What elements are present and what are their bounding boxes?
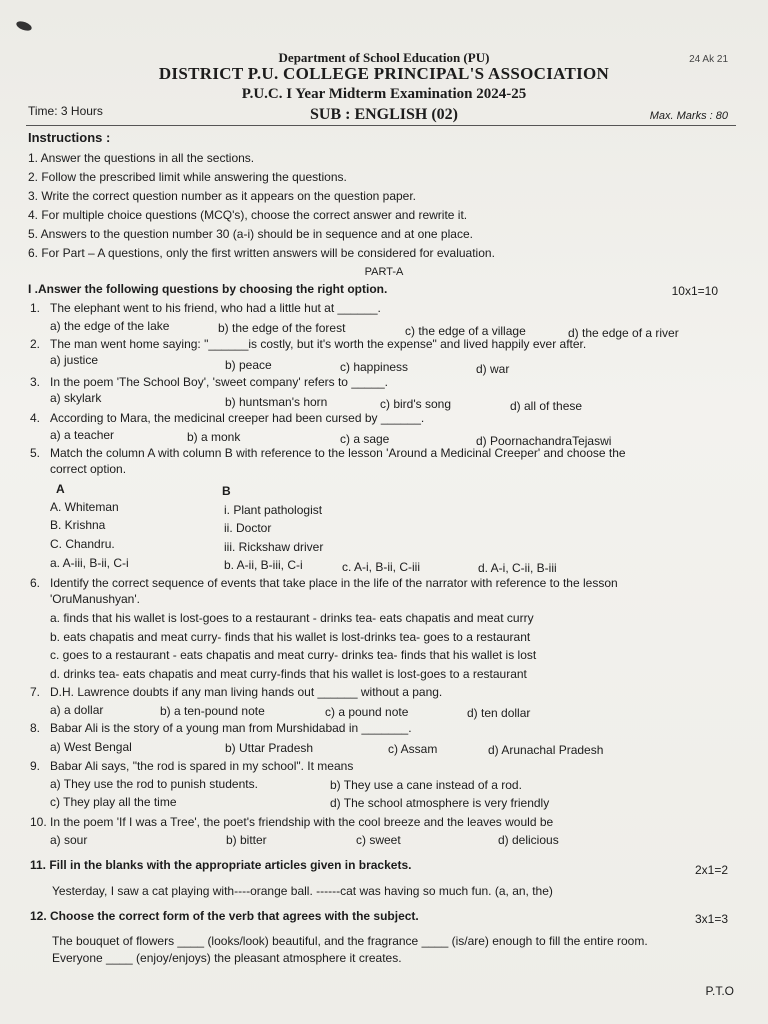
section-1-heading: I .Answer the following questions by choosing the right option.: [28, 282, 388, 296]
paper-code: 24 Ak 21: [689, 54, 728, 65]
column-a-item: A. Whiteman: [50, 500, 119, 514]
option: d) war: [476, 362, 510, 376]
question-text-continued: 'OruManushyan'.: [50, 592, 140, 606]
option: b) They use a cane instead of a rod.: [330, 778, 522, 792]
option: c) sweet: [356, 833, 401, 847]
option: a) West Bengal: [50, 740, 132, 754]
department-heading: Department of School Education (PU): [278, 50, 490, 65]
question-number: 6.: [30, 576, 41, 590]
please-turn-over: P.T.O: [705, 984, 734, 998]
option: b) peace: [225, 358, 272, 372]
question-11-line: Yesterday, I saw a cat playing with----orange ball. ------cat was having so much fun. (a, an, the): [52, 884, 553, 898]
option: d) ten dollar: [467, 706, 531, 720]
option: d) The school atmosphere is very friendly: [330, 796, 550, 810]
option: c) They play all the time: [50, 795, 177, 809]
option: c. A-i, B-ii, C-iii: [342, 560, 420, 574]
option: d) Arunachal Pradesh: [488, 743, 604, 757]
option: a) They use the rod to punish students.: [50, 777, 258, 791]
option: b) a monk: [187, 430, 241, 444]
question-number: 7.: [30, 685, 41, 699]
option: d. drinks tea- eats chapatis and meat curry-finds that his wallet is lost-goes to a restaurant: [50, 667, 527, 681]
instruction-item: 4. For multiple choice questions (MCQ's), choose the correct answer and rewrite it.: [28, 208, 468, 222]
option: b. A-ii, B-iii, C-i: [224, 558, 303, 572]
question-12-marks: 3x1=3: [694, 912, 728, 926]
subject-heading: SUB : ENGLISH (02): [309, 106, 459, 123]
option: a) a dollar: [50, 703, 104, 717]
question-text: According to Mara, the medicinal creeper had been cursed by ______.: [50, 411, 425, 425]
question-text: Babar Ali is the story of a young man from Murshidabad in _______.: [50, 721, 412, 735]
option: c) the edge of a village: [405, 324, 526, 338]
question-number: 8.: [30, 721, 41, 735]
question-number: 1.: [30, 301, 41, 315]
column-b-item: ii. Doctor: [224, 521, 272, 535]
column-a-heading: A: [56, 482, 65, 496]
option: d) PoornachandraTejaswi: [476, 434, 612, 448]
option: d) delicious: [498, 833, 559, 847]
instructions-title: Instructions :: [28, 130, 111, 145]
option: a) justice: [50, 353, 99, 367]
question-12-line: The bouquet of flowers ____ (looks/look) beautiful, and the fragrance ____ (is/are) enough to fill the entire room.: [52, 934, 648, 948]
question-text: The elephant went to his friend, who had a little hut at ______.: [50, 301, 381, 315]
option: c. goes to a restaurant - eats chapatis and meat curry- drinks tea- finds that his wallet is lost: [50, 648, 537, 662]
exam-heading: P.U.C. I Year Midterm Examination 2024-25: [241, 86, 527, 102]
option: d) all of these: [510, 399, 583, 413]
option: c) a pound note: [325, 705, 409, 719]
option: b) huntsman's horn: [225, 395, 328, 409]
column-b-heading: B: [222, 484, 231, 498]
instruction-item: 3. Write the correct question number as it appears on the question paper.: [28, 189, 417, 203]
option: c) Assam: [388, 742, 438, 756]
time-allowed: Time: 3 Hours: [28, 104, 103, 118]
option: a) skylark: [50, 391, 102, 405]
option: c) bird's song: [380, 397, 451, 411]
option: b) Uttar Pradesh: [225, 741, 314, 755]
question-number: 10.: [30, 815, 47, 829]
option: a. A-iii, B-ii, C-i: [50, 556, 129, 570]
instruction-item: 6. For Part – A questions, only the first written answers will be considered for evaluation.: [28, 246, 495, 260]
option: c) a sage: [340, 432, 390, 446]
instruction-item: 1. Answer the questions in all the sections.: [28, 151, 255, 165]
question-number: 4.: [30, 411, 41, 425]
question-11-heading: 11. Fill in the blanks with the appropriate articles given in brackets.: [30, 858, 412, 872]
association-heading: DISTRICT P.U. COLLEGE PRINCIPAL'S ASSOCIATION: [158, 64, 610, 83]
question-12-line: Everyone ____ (enjoy/enjoys) the pleasant atmosphere it creates.: [52, 951, 402, 965]
question-text: In the poem 'If I was a Tree', the poet's friendship with the cool breeze and the leaves would be: [50, 815, 554, 829]
header-rule: [26, 125, 736, 126]
column-b-item: i. Plant pathologist: [224, 503, 323, 517]
option: b. eats chapatis and meat curry- finds that his wallet is lost-drinks tea- goes to a restaurant: [50, 630, 531, 644]
option: c) happiness: [340, 360, 409, 374]
question-text: Identify the correct sequence of events that take place in the life of the narrator with reference to the lesson: [50, 576, 618, 590]
column-a-item: C. Chandru.: [50, 537, 115, 551]
question-text: Match the column A with column B with reference to the lesson 'Around a Medicinal Creeper' and choose the: [50, 446, 626, 460]
option: a) sour: [50, 833, 88, 847]
column-b-item: iii. Rickshaw driver: [224, 540, 324, 554]
section-1-marks: 10x1=10: [671, 284, 718, 298]
question-number: 3.: [30, 375, 41, 389]
option: d) the edge of a river: [568, 326, 679, 340]
option: d. A-i, C-ii, B-iii: [478, 561, 557, 575]
question-text: D.H. Lawrence doubts if any man living hands out ______ without a pang.: [50, 685, 443, 699]
question-text: The man went home saying: "______is costly, but it's worth the expense" and lived happily ever after.: [50, 337, 587, 351]
option: a) a teacher: [50, 428, 115, 442]
question-11-marks: 2x1=2: [694, 863, 728, 877]
question-number: 9.: [30, 759, 41, 773]
ink-mark: [15, 20, 33, 33]
option: b) bitter: [226, 833, 267, 847]
question-12-heading: 12. Choose the correct form of the verb that agrees with the subject.: [30, 909, 419, 923]
instruction-item: 2. Follow the prescribed limit while answering the questions.: [28, 170, 347, 184]
option: a. finds that his wallet is lost-goes to a restaurant - drinks tea- eats chapatis and meat curry: [50, 611, 534, 625]
question-text: In the poem 'The School Boy', 'sweet company' refers to _____.: [50, 375, 389, 389]
option: a) the edge of the lake: [50, 319, 170, 333]
question-text-continued: correct option.: [50, 462, 127, 476]
question-number: 5.: [30, 446, 41, 460]
option: b) the edge of the forest: [218, 321, 346, 335]
part-a-title: PART-A: [364, 266, 404, 278]
question-text: Babar Ali says, "the rod is spared in my school". It means: [50, 759, 354, 773]
max-marks: Max. Marks : 80: [649, 110, 728, 122]
question-number: 2.: [30, 337, 41, 351]
column-a-item: B. Krishna: [50, 518, 106, 532]
instruction-item: 5. Answers to the question number 30 (a-i) should be in sequence and at one place.: [28, 227, 473, 241]
option: b) a ten-pound note: [160, 704, 265, 718]
